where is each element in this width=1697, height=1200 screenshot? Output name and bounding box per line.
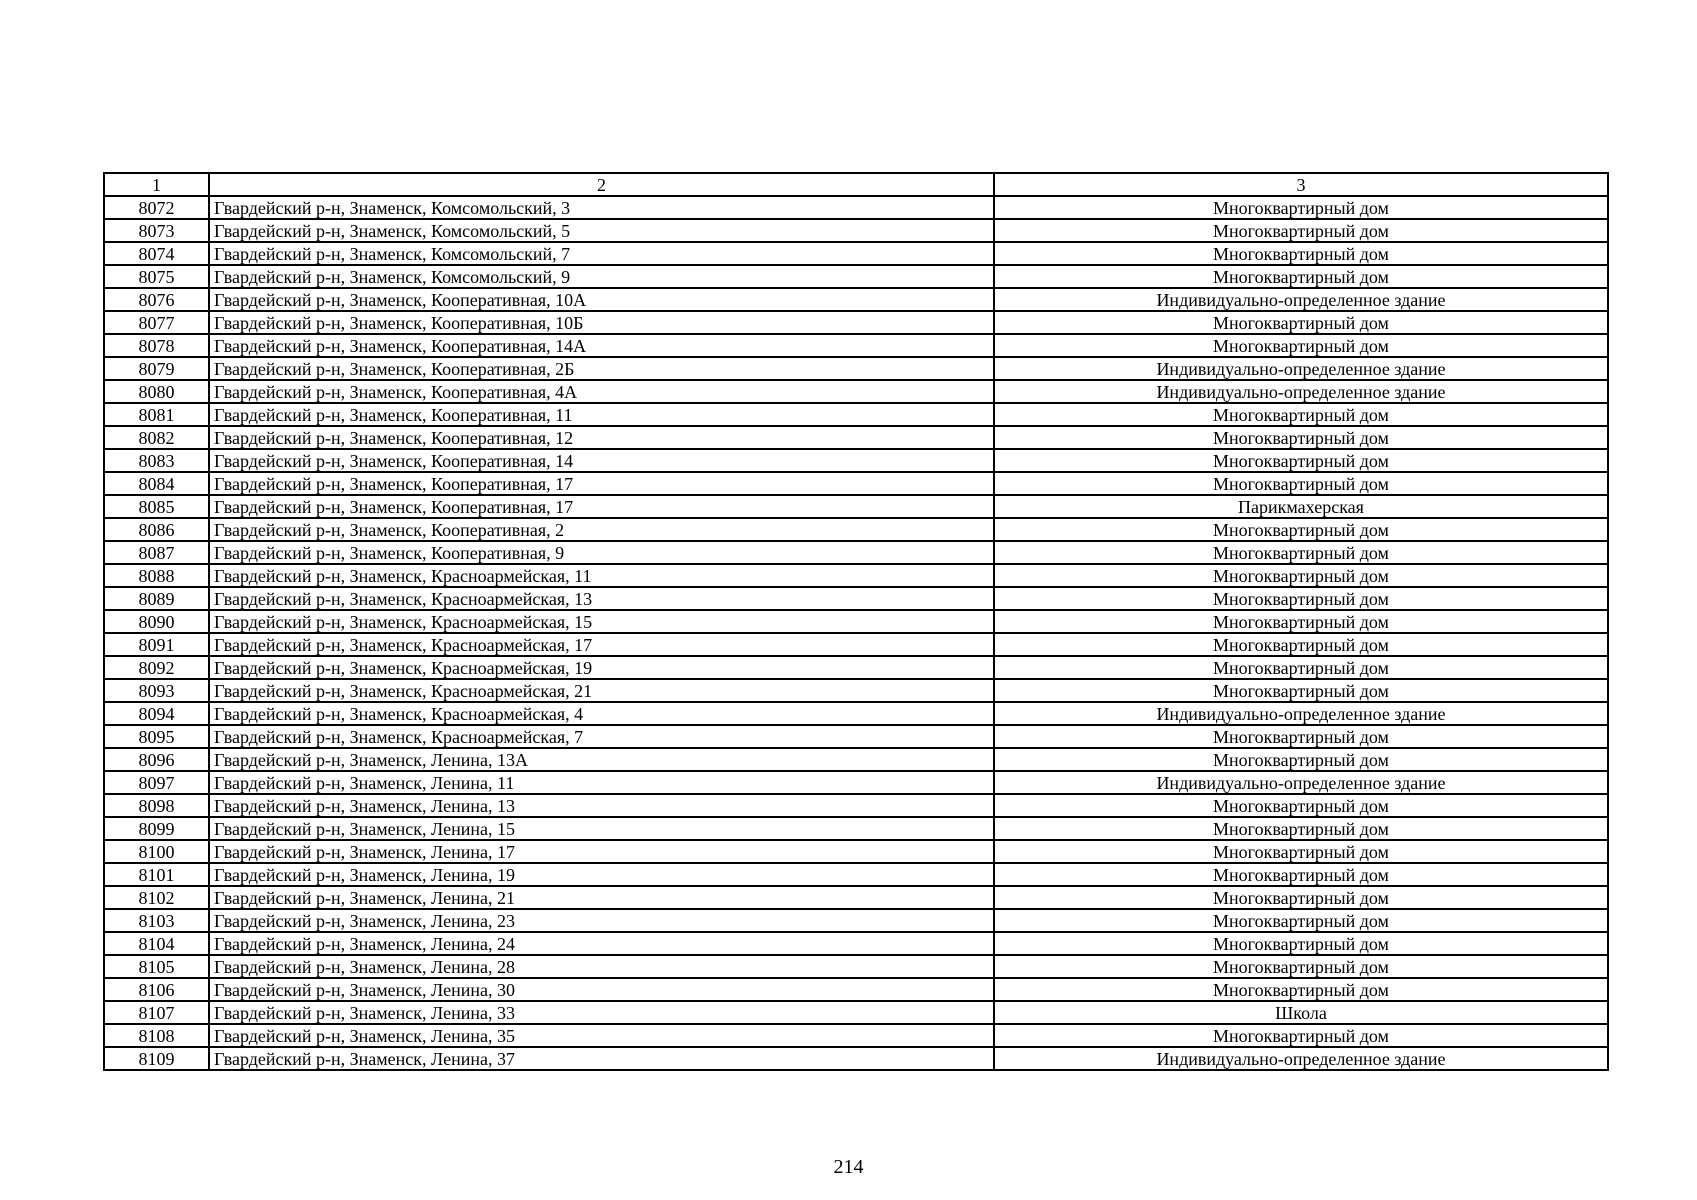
table-row bbox=[104, 955, 1608, 978]
address-cell: Гвардейский р-н, Знаменск, Кооперативная, 11 bbox=[209, 403, 994, 426]
object-type-cell: Индивидуально-определенное здание bbox=[994, 288, 1608, 311]
row-number-cell: 8091 bbox=[104, 633, 209, 656]
row-number-cell: 8072 bbox=[104, 196, 209, 219]
address-cell: Гвардейский р-н, Знаменск, Красноармейская, 21 bbox=[209, 679, 994, 702]
address-cell: Гвардейский р-н, Знаменск, Ленина, 19 bbox=[209, 863, 994, 886]
header-col-2: 2 bbox=[209, 173, 994, 196]
row-number-cell: 8099 bbox=[104, 817, 209, 840]
table-row bbox=[104, 748, 1608, 771]
object-type-cell: Многоквартирный дом bbox=[994, 219, 1608, 242]
object-type-cell: Индивидуально-определенное здание bbox=[994, 771, 1608, 794]
object-type-cell: Многоквартирный дом bbox=[994, 242, 1608, 265]
row-number-cell: 8108 bbox=[104, 1024, 209, 1047]
table-row bbox=[104, 725, 1608, 748]
row-number-cell: 8105 bbox=[104, 955, 209, 978]
table-row bbox=[104, 495, 1608, 518]
object-type-cell: Индивидуально-определенное здание bbox=[994, 702, 1608, 725]
address-cell: Гвардейский р-н, Знаменск, Ленина, 17 bbox=[209, 840, 994, 863]
address-cell: Гвардейский р-н, Знаменск, Красноармейская, 13 bbox=[209, 587, 994, 610]
row-number-cell: 8096 bbox=[104, 748, 209, 771]
table-row bbox=[104, 380, 1608, 403]
table-row bbox=[104, 334, 1608, 357]
table-row bbox=[104, 219, 1608, 242]
header-row bbox=[104, 173, 1608, 196]
address-cell: Гвардейский р-н, Знаменск, Кооперативная, 2Б bbox=[209, 357, 994, 380]
row-number-cell: 8087 bbox=[104, 541, 209, 564]
table-row bbox=[104, 196, 1608, 219]
object-type-cell: Многоквартирный дом bbox=[994, 817, 1608, 840]
row-number-cell: 8079 bbox=[104, 357, 209, 380]
row-number-cell: 8098 bbox=[104, 794, 209, 817]
object-type-cell: Индивидуально-определенное здание bbox=[994, 380, 1608, 403]
row-number-cell: 8092 bbox=[104, 656, 209, 679]
table-row bbox=[104, 978, 1608, 1001]
table-body bbox=[104, 196, 1608, 1070]
table-row bbox=[104, 794, 1608, 817]
page-number: 214 bbox=[833, 1156, 864, 1178]
address-cell: Гвардейский р-н, Знаменск, Кооперативная, 10А bbox=[209, 288, 994, 311]
table-row bbox=[104, 771, 1608, 794]
row-number-cell: 8083 bbox=[104, 449, 209, 472]
row-number-cell: 8100 bbox=[104, 840, 209, 863]
object-type-cell: Многоквартирный дом bbox=[994, 472, 1608, 495]
address-cell: Гвардейский р-н, Знаменск, Кооперативная, 2 bbox=[209, 518, 994, 541]
row-number-cell: 8077 bbox=[104, 311, 209, 334]
table-row bbox=[104, 403, 1608, 426]
table-row bbox=[104, 472, 1608, 495]
table-row bbox=[104, 702, 1608, 725]
table-row bbox=[104, 817, 1608, 840]
object-type-cell: Индивидуально-определенное здание bbox=[994, 1047, 1608, 1070]
object-type-cell: Многоквартирный дом bbox=[994, 656, 1608, 679]
object-type-cell: Многоквартирный дом bbox=[994, 311, 1608, 334]
table-row bbox=[104, 886, 1608, 909]
address-cell: Гвардейский р-н, Знаменск, Ленина, 33 bbox=[209, 1001, 994, 1024]
table-row bbox=[104, 909, 1608, 932]
table-row bbox=[104, 610, 1608, 633]
object-type-cell: Многоквартирный дом bbox=[994, 840, 1608, 863]
address-cell: Гвардейский р-н, Знаменск, Ленина, 15 bbox=[209, 817, 994, 840]
row-number-cell: 8089 bbox=[104, 587, 209, 610]
row-number-cell: 8088 bbox=[104, 564, 209, 587]
row-number-cell: 8081 bbox=[104, 403, 209, 426]
table-row bbox=[104, 449, 1608, 472]
row-number-cell: 8103 bbox=[104, 909, 209, 932]
registry-table bbox=[103, 172, 1609, 1071]
address-cell: Гвардейский р-н, Знаменск, Кооперативная, 9 bbox=[209, 541, 994, 564]
object-type-cell: Многоквартирный дом bbox=[994, 955, 1608, 978]
table-row bbox=[104, 1024, 1608, 1047]
address-cell: Гвардейский р-н, Знаменск, Красноармейская, 17 bbox=[209, 633, 994, 656]
address-cell: Гвардейский р-н, Знаменск, Ленина, 24 bbox=[209, 932, 994, 955]
address-cell: Гвардейский р-н, Знаменск, Ленина, 37 bbox=[209, 1047, 994, 1070]
address-cell: Гвардейский р-н, Знаменск, Ленина, 21 bbox=[209, 886, 994, 909]
address-cell: Гвардейский р-н, Знаменск, Красноармейская, 11 bbox=[209, 564, 994, 587]
address-cell: Гвардейский р-н, Знаменск, Ленина, 11 bbox=[209, 771, 994, 794]
object-type-cell: Многоквартирный дом bbox=[994, 679, 1608, 702]
address-cell: Гвардейский р-н, Знаменск, Ленина, 13 bbox=[209, 794, 994, 817]
table-row bbox=[104, 426, 1608, 449]
header-col-1: 1 bbox=[104, 173, 209, 196]
object-type-cell: Многоквартирный дом bbox=[994, 564, 1608, 587]
row-number-cell: 8085 bbox=[104, 495, 209, 518]
object-type-cell: Многоквартирный дом bbox=[994, 633, 1608, 656]
object-type-cell: Многоквартирный дом bbox=[994, 518, 1608, 541]
address-cell: Гвардейский р-н, Знаменск, Комсомольский, 5 bbox=[209, 219, 994, 242]
row-number-cell: 8107 bbox=[104, 1001, 209, 1024]
row-number-cell: 8075 bbox=[104, 265, 209, 288]
object-type-cell: Многоквартирный дом bbox=[994, 265, 1608, 288]
table-row bbox=[104, 541, 1608, 564]
row-number-cell: 8078 bbox=[104, 334, 209, 357]
row-number-cell: 8086 bbox=[104, 518, 209, 541]
row-number-cell: 8074 bbox=[104, 242, 209, 265]
table-row bbox=[104, 564, 1608, 587]
address-cell: Гвардейский р-н, Знаменск, Кооперативная, 17 bbox=[209, 472, 994, 495]
object-type-cell: Многоквартирный дом bbox=[994, 909, 1608, 932]
address-cell: Гвардейский р-н, Знаменск, Кооперативная, 4А bbox=[209, 380, 994, 403]
row-number-cell: 8109 bbox=[104, 1047, 209, 1070]
address-cell: Гвардейский р-н, Знаменск, Ленина, 35 bbox=[209, 1024, 994, 1047]
object-type-cell: Многоквартирный дом bbox=[994, 886, 1608, 909]
table-row bbox=[104, 357, 1608, 380]
table-row bbox=[104, 265, 1608, 288]
table-row bbox=[104, 840, 1608, 863]
object-type-cell: Многоквартирный дом bbox=[994, 725, 1608, 748]
object-type-cell: Многоквартирный дом bbox=[994, 541, 1608, 564]
row-number-cell: 8073 bbox=[104, 219, 209, 242]
address-cell: Гвардейский р-н, Знаменск, Кооперативная, 10Б bbox=[209, 311, 994, 334]
row-number-cell: 8101 bbox=[104, 863, 209, 886]
object-type-cell: Многоквартирный дом bbox=[994, 403, 1608, 426]
object-type-cell: Многоквартирный дом bbox=[994, 426, 1608, 449]
table-row bbox=[104, 633, 1608, 656]
object-type-cell: Многоквартирный дом bbox=[994, 334, 1608, 357]
address-cell: Гвардейский р-н, Знаменск, Красноармейская, 19 bbox=[209, 656, 994, 679]
table-row bbox=[104, 679, 1608, 702]
object-type-cell: Многоквартирный дом bbox=[994, 794, 1608, 817]
row-number-cell: 8102 bbox=[104, 886, 209, 909]
object-type-cell: Многоквартирный дом bbox=[994, 863, 1608, 886]
address-cell: Гвардейский р-н, Знаменск, Красноармейская, 7 bbox=[209, 725, 994, 748]
table-row bbox=[104, 863, 1608, 886]
row-number-cell: 8104 bbox=[104, 932, 209, 955]
object-type-cell: Многоквартирный дом bbox=[994, 932, 1608, 955]
table-row bbox=[104, 311, 1608, 334]
object-type-cell: Парикмахерская bbox=[994, 495, 1608, 518]
table-row bbox=[104, 587, 1608, 610]
object-type-cell: Индивидуально-определенное здание bbox=[994, 357, 1608, 380]
address-cell: Гвардейский р-н, Знаменск, Ленина, 30 bbox=[209, 978, 994, 1001]
table-row bbox=[104, 1001, 1608, 1024]
row-number-cell: 8094 bbox=[104, 702, 209, 725]
row-number-cell: 8097 bbox=[104, 771, 209, 794]
object-type-cell: Многоквартирный дом bbox=[994, 1024, 1608, 1047]
object-type-cell: Многоквартирный дом bbox=[994, 196, 1608, 219]
address-cell: Гвардейский р-н, Знаменск, Красноармейская, 15 bbox=[209, 610, 994, 633]
address-cell: Гвардейский р-н, Знаменск, Кооперативная, 17 bbox=[209, 495, 994, 518]
object-type-cell: Многоквартирный дом bbox=[994, 449, 1608, 472]
address-cell: Гвардейский р-н, Знаменск, Ленина, 13А bbox=[209, 748, 994, 771]
table-row bbox=[104, 288, 1608, 311]
table-row bbox=[104, 1047, 1608, 1070]
table-row bbox=[104, 518, 1608, 541]
address-cell: Гвардейский р-н, Знаменск, Кооперативная, 14А bbox=[209, 334, 994, 357]
object-type-cell: Многоквартирный дом bbox=[994, 748, 1608, 771]
table-row bbox=[104, 656, 1608, 679]
object-type-cell: Школа bbox=[994, 1001, 1608, 1024]
row-number-cell: 8093 bbox=[104, 679, 209, 702]
row-number-cell: 8082 bbox=[104, 426, 209, 449]
address-cell: Гвардейский р-н, Знаменск, Кооперативная, 12 bbox=[209, 426, 994, 449]
row-number-cell: 8106 bbox=[104, 978, 209, 1001]
address-cell: Гвардейский р-н, Знаменск, Ленина, 28 bbox=[209, 955, 994, 978]
address-cell: Гвардейский р-н, Знаменск, Кооперативная, 14 bbox=[209, 449, 994, 472]
table-row bbox=[104, 932, 1608, 955]
row-number-cell: 8095 bbox=[104, 725, 209, 748]
object-type-cell: Многоквартирный дом bbox=[994, 610, 1608, 633]
header-col-3: 3 bbox=[994, 173, 1608, 196]
address-cell: Гвардейский р-н, Знаменск, Красноармейская, 4 bbox=[209, 702, 994, 725]
object-type-cell: Многоквартирный дом bbox=[994, 587, 1608, 610]
object-type-cell: Многоквартирный дом bbox=[994, 978, 1608, 1001]
address-cell: Гвардейский р-н, Знаменск, Комсомольский, 9 bbox=[209, 265, 994, 288]
address-cell: Гвардейский р-н, Знаменск, Ленина, 23 bbox=[209, 909, 994, 932]
address-cell: Гвардейский р-н, Знаменск, Комсомольский, 7 bbox=[209, 242, 994, 265]
row-number-cell: 8090 bbox=[104, 610, 209, 633]
row-number-cell: 8076 bbox=[104, 288, 209, 311]
table-row bbox=[104, 242, 1608, 265]
address-cell: Гвардейский р-н, Знаменск, Комсомольский, 3 bbox=[209, 196, 994, 219]
row-number-cell: 8080 bbox=[104, 380, 209, 403]
row-number-cell: 8084 bbox=[104, 472, 209, 495]
